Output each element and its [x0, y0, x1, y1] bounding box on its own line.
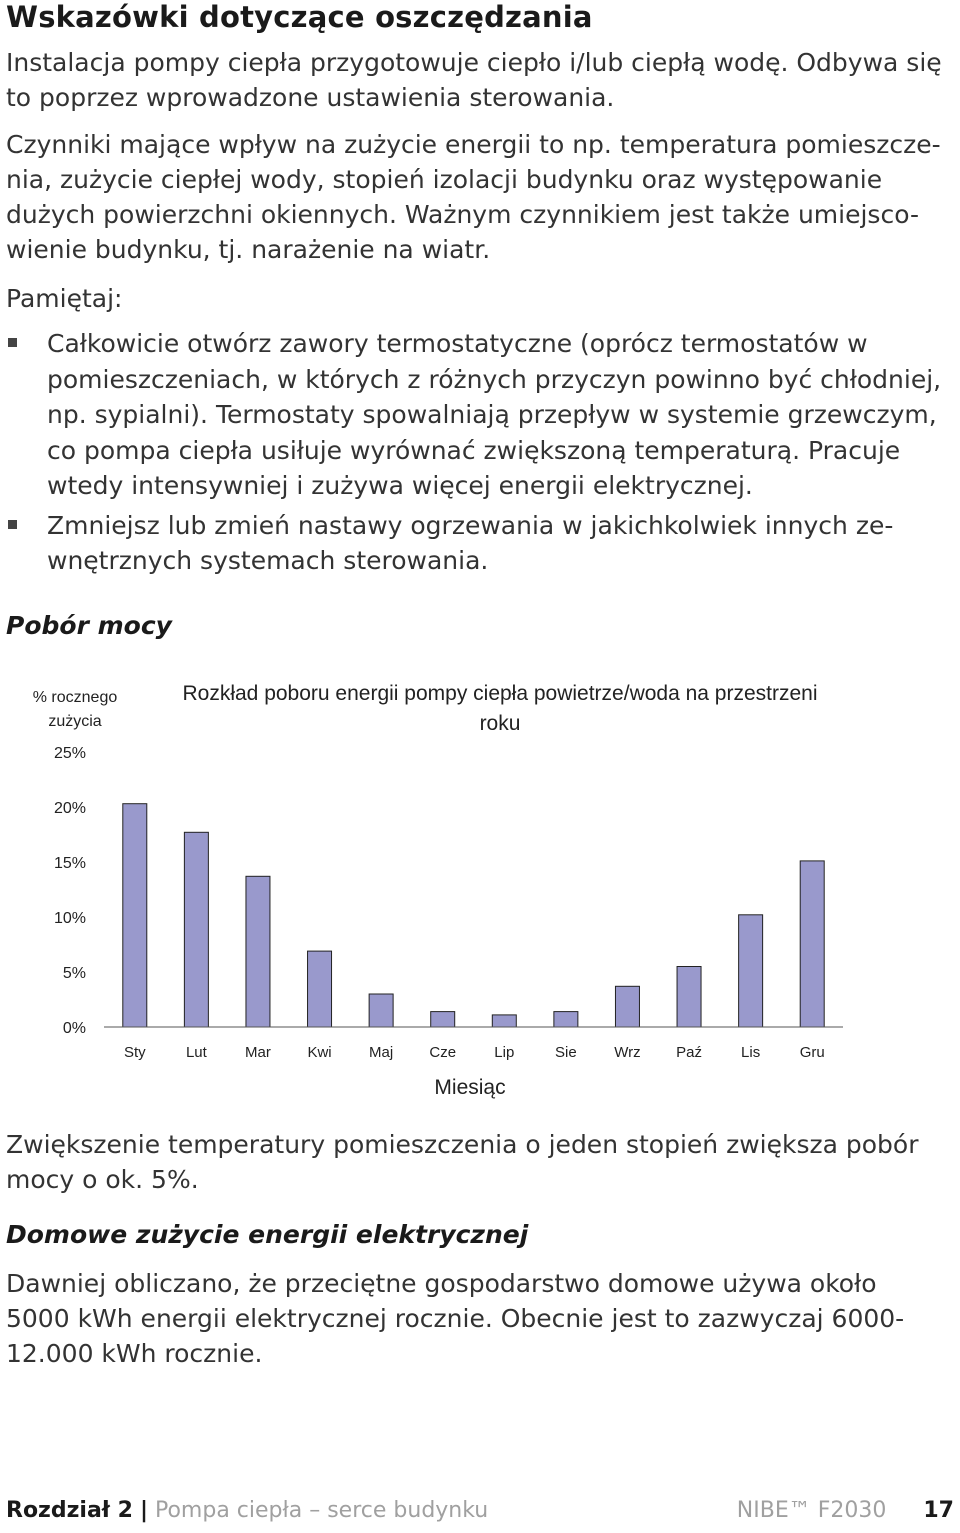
bar-lis [739, 915, 763, 1027]
tip-item [6, 326, 946, 504]
bar-lut [184, 832, 208, 1027]
temperature-note: Zwiększenie temperatury pomieszczenia o jeden stopień zwiększa pobór mocy o ok. 5%. [6, 1130, 919, 1194]
x-tick-label: Cze [429, 1044, 457, 1061]
footer-chapter [6, 1498, 488, 1523]
x-tick-label: Maj [369, 1044, 394, 1061]
product-brand: NIBE™ F2030 [736, 1498, 887, 1523]
y-tick-label: 5% [62, 965, 86, 982]
page-number: 17 [923, 1498, 954, 1523]
bar-maj [369, 994, 393, 1027]
bar-kwi [308, 951, 332, 1027]
bar-gru [800, 861, 824, 1027]
page-heading: Wskazówki dotyczące oszczędzania [6, 0, 593, 34]
page-footer [6, 1498, 954, 1530]
y-tick-label: 0% [62, 1020, 86, 1037]
x-tick-label: Sie [555, 1044, 577, 1061]
section-household-heading: Domowe zużycie energii elektrycznej [6, 1220, 529, 1249]
tips-list [6, 326, 946, 583]
chart-title-line2: roku [479, 712, 521, 735]
energy-chart-svg [0, 675, 960, 1105]
bar-sie [554, 1012, 578, 1027]
bar-sty [123, 804, 147, 1027]
bar-paź [677, 967, 701, 1028]
tip-text: Całkowicie otwórz zawory termostatyczne (oprócz termostatów w pomieszczeniach, w których z różnych przyczyn powinno być chłodniej, np. sypialni). Termostaty spowalniają przepływ w systemie grzewczym, co pompa ciepła usiłuje wyrównać zwiększoną temperaturą. Pracuje wtedy intensywniej i zużywa więcej energii elektrycznej. [47, 329, 942, 500]
x-tick-label: Gru [799, 1044, 825, 1061]
household-paragraph: Dawniej obliczano, że przeciętne gospodarstwo domowe używa około 5000 kWh energii elektrycznej rocznie. Obecnie jest to zazwyczaj 6000-12.000 kWh rocznie. [6, 1269, 905, 1368]
tip-item [6, 508, 946, 579]
tip-text: Zmniejsz lub zmień nastawy ogrzewania w jakichkolwiek innych ze-wnętrznych systemach sterowania. [47, 510, 894, 575]
x-tick-label: Lut [185, 1044, 207, 1061]
x-tick-label: Wrz [614, 1044, 641, 1061]
x-tick-label: Mar [245, 1044, 271, 1061]
square-bullet-icon [8, 338, 17, 347]
y-axis-label-line1: % rocznego [32, 689, 118, 706]
y-tick-label: 20% [53, 800, 86, 817]
y-tick-label: 10% [53, 910, 86, 927]
bar-lip [492, 1015, 516, 1027]
x-tick-label: Sty [123, 1044, 146, 1061]
footer-separator: | [139, 1498, 148, 1523]
x-tick-label: Lis [741, 1044, 761, 1061]
chapter-number: Rozdział 2 [6, 1498, 133, 1523]
intro-paragraph: Instalacja pompy ciepła przygotowuje ciepło i/lub ciepłą wodę. Odbywa się to poprzez wprowadzone ustawienia sterowania. [6, 48, 942, 112]
y-tick-label: 15% [53, 855, 86, 872]
chart-title-line1: Rozkład poboru energii pompy ciepła powietrze/woda na przestrzeni [182, 682, 818, 705]
factors-paragraph: Czynniki mające wpływ na zużycie energii to np. temperatura pomieszcze-nia, zużycie ciepłej wody, stopień izolacji budynku oraz występowanie dużych powierzchni okiennych. Ważnym czynnikiem jest także umiejsco-wienie budynku, tj. narażenie na wiatr. [6, 130, 941, 264]
x-tick-label: Lip [494, 1044, 515, 1061]
bar-wrz [615, 986, 639, 1027]
x-axis-label: Miesiąc [434, 1076, 506, 1099]
bar-mar [246, 876, 270, 1027]
energy-chart [0, 675, 960, 1105]
x-tick-label: Paź [676, 1044, 702, 1061]
remember-label: Pamiętaj: [6, 284, 123, 313]
footer-right [737, 1498, 954, 1523]
bar-cze [431, 1012, 455, 1027]
y-tick-label: 25% [53, 745, 86, 762]
y-axis-label-line2: zużycia [48, 713, 102, 730]
x-tick-label: Kwi [307, 1044, 332, 1061]
section-power-heading: Pobór mocy [6, 611, 172, 640]
square-bullet-icon [8, 520, 17, 529]
chapter-title: Pompa ciepła – serce budynku [154, 1498, 489, 1523]
